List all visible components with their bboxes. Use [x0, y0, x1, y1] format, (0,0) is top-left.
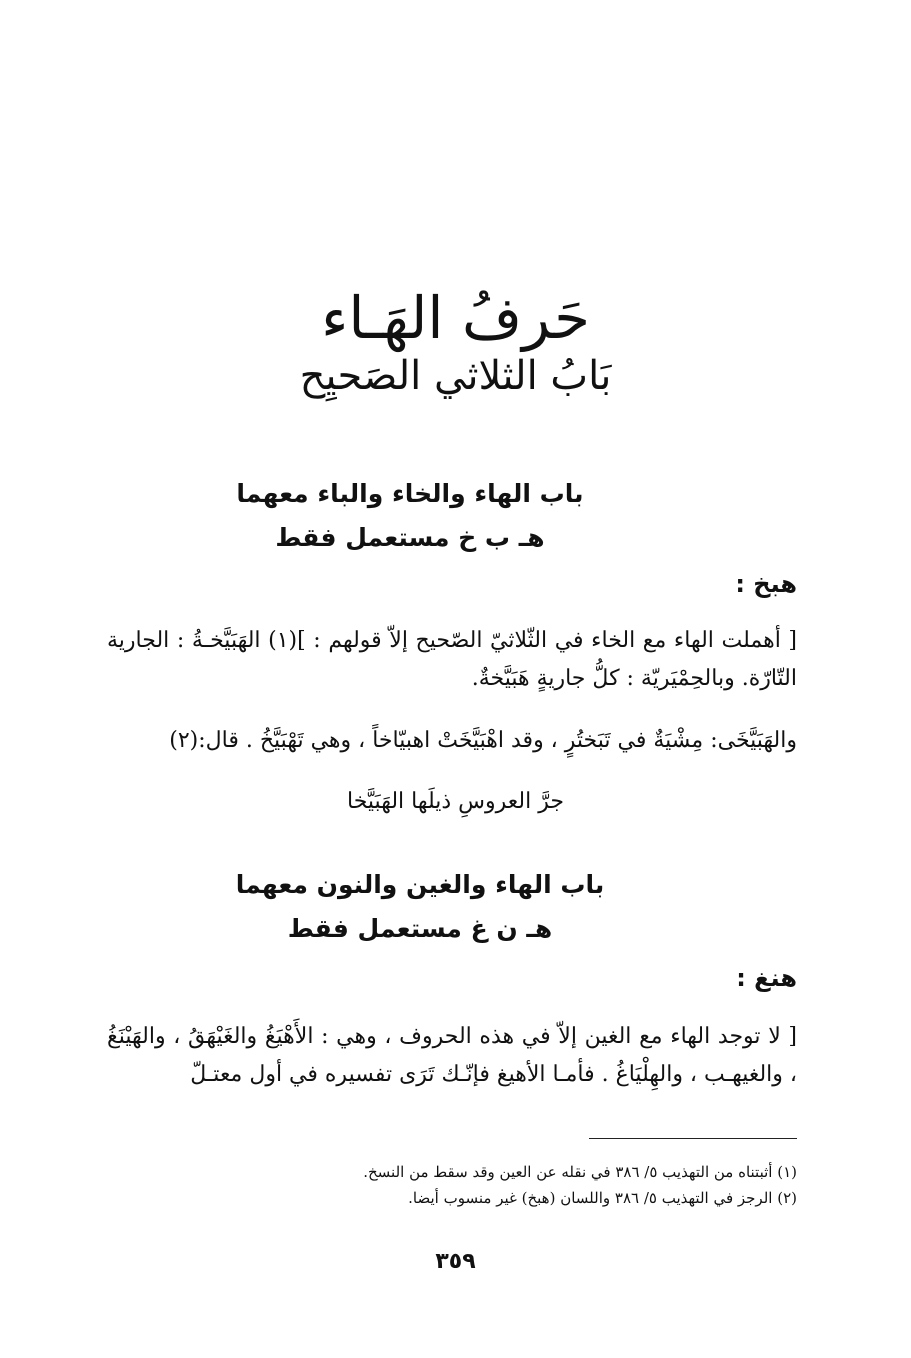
- footnote-1: (١) أثبتناه من التهذيب ٥/ ٣٨٦ في نقله عن العين وقد سقط من النسخ.: [363, 1163, 797, 1181]
- verse-quote: جرَّ العروسِ ذيلَها الهَبَيَّخا: [347, 789, 564, 814]
- section-subheading-hanagh: هـ ن غ مستعمل فقط: [287, 914, 553, 943]
- footnote-divider: [589, 1138, 797, 1139]
- section-heading-habakh: باب الهاء والخاء والباء معهما: [236, 479, 584, 508]
- chapter-subtitle: بَابُ الثلاثي الصَحيِح: [299, 353, 612, 399]
- root-label-hanagh: هنغ :: [736, 964, 797, 992]
- paragraph-habakh-definition: [ أهملت الهاء مع الخاء في الثّلاثيّ الصّحيح إلاّ قولهم : ](١) الهَبَيَّخـةُ : الجارية التّارّة. وبالحِمْيَريّة : كلُّ جاريةٍ هَبَيَّخةٌ.: [107, 628, 797, 691]
- section-subheading-habakh: هـ ب خ مستعمل فقط: [275, 523, 545, 552]
- chapter-title: حَرفُ الهَـاء: [321, 284, 590, 352]
- root-label-habakh: هبخ :: [735, 570, 797, 598]
- footnote-2: (٢) الرجز في التهذيب ٥/ ٣٨٦ واللسان (هبخ) غير منسوب أيضا.: [408, 1189, 797, 1207]
- section-heading-hanagh: باب الهاء والغين والنون معهما: [235, 870, 605, 899]
- paragraph-hanagh: [ لا توجد الهاء مع الغين إلاّ في هذه الحروف ، وهي : الأَهْيَغُ والغَيْهَقُ ، والهَيْنَغُ ، والغيهـب ، والهِلْيَاغُ . فأمـا الأهيغ فإنّـك تَرَى تفسيره في أول معتـلّ: [107, 1024, 797, 1087]
- paragraph-habakh-gait: والهَبَيَّخَى: مِشْيَةٌ في تَبَختُرٍ ، وقد اهْبَيَّخَتْ اهبيّاخاً ، وهي تَهْبَيَّخُ . قال:(٢): [169, 728, 797, 753]
- page-number: ٣٥٩: [435, 1249, 476, 1274]
